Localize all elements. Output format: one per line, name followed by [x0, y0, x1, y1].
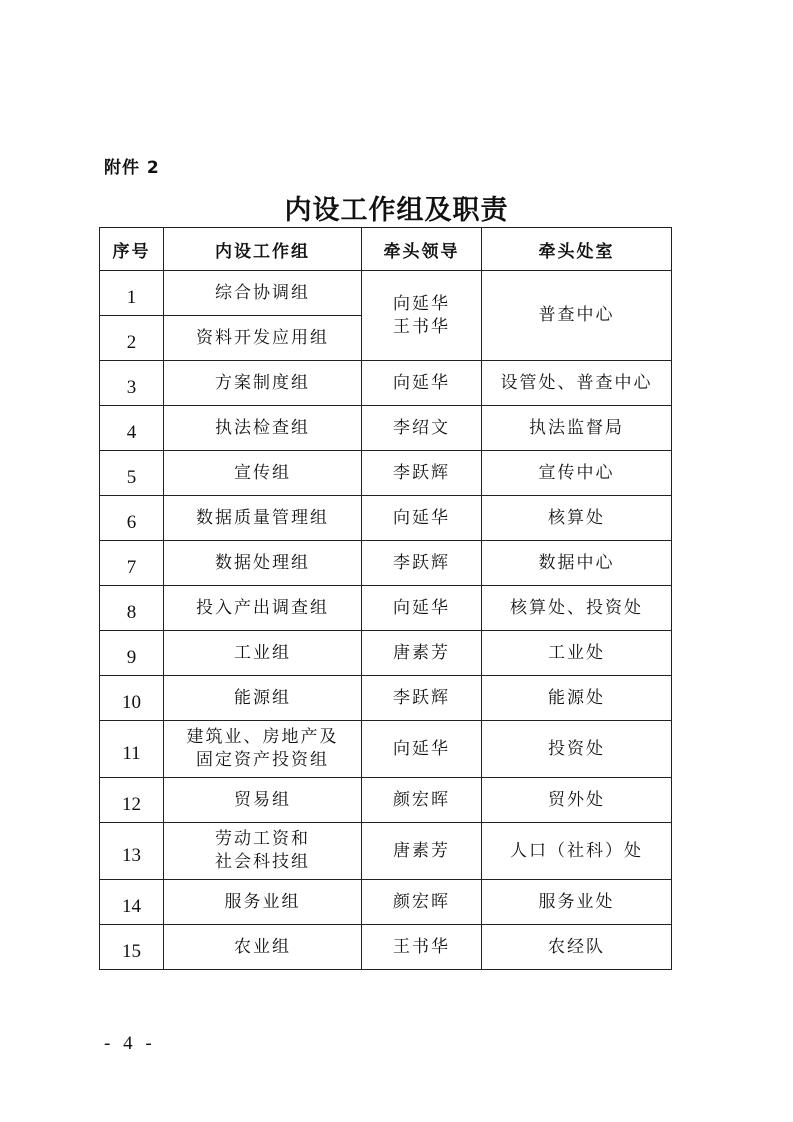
lead-office: 农经队	[482, 925, 672, 970]
lead-leader: 向延华	[362, 361, 482, 406]
work-group-name: 贸易组	[164, 778, 362, 823]
table-row	[100, 925, 672, 970]
work-group-name: 工业组	[164, 631, 362, 676]
lead-leader: 李跃辉	[362, 676, 482, 721]
work-group-name: 执法检查组	[164, 406, 362, 451]
row-number: 9	[100, 631, 164, 676]
lead-office: 贸外处	[482, 778, 672, 823]
lead-leader: 李跃辉	[362, 451, 482, 496]
row-number: 5	[100, 451, 164, 496]
lead-leader: 向延华 王书华	[362, 271, 482, 361]
lead-office: 数据中心	[482, 541, 672, 586]
row-number: 11	[100, 721, 164, 778]
table-row	[100, 586, 672, 631]
work-group-table	[99, 227, 672, 970]
lead-office: 核算处	[482, 496, 672, 541]
lead-leader: 唐素芳	[362, 631, 482, 676]
lead-leader: 王书华	[362, 925, 482, 970]
work-group-name: 劳动工资和 社会科技组	[164, 823, 362, 880]
work-group-name: 数据质量管理组	[164, 496, 362, 541]
header-lead-leader: 牵头领导	[362, 228, 482, 271]
document-title: 内设工作组及职责	[284, 195, 509, 226]
table-row	[100, 451, 672, 496]
lead-leader: 向延华	[362, 586, 482, 631]
work-group-name: 建筑业、房地产及 固定资产投资组	[164, 721, 362, 778]
work-group-name: 方案制度组	[164, 361, 362, 406]
table-header-row	[100, 228, 672, 271]
lead-office: 投资处	[482, 721, 672, 778]
header-number: 序号	[100, 228, 164, 271]
header-lead-office: 牵头处室	[482, 228, 672, 271]
row-number: 7	[100, 541, 164, 586]
table-row	[100, 823, 672, 880]
lead-office: 设管处、普查中心	[482, 361, 672, 406]
lead-office: 宣传中心	[482, 451, 672, 496]
row-number: 12	[100, 778, 164, 823]
lead-office: 普查中心	[482, 271, 672, 361]
work-group-name: 宣传组	[164, 451, 362, 496]
header-work-group: 内设工作组	[164, 228, 362, 271]
table-row	[100, 361, 672, 406]
row-number: 1	[100, 271, 164, 316]
row-number: 15	[100, 925, 164, 970]
page-number: - 4 -	[104, 1033, 156, 1054]
work-group-name: 服务业组	[164, 880, 362, 925]
table-body	[100, 271, 672, 970]
table-row	[100, 631, 672, 676]
table-row	[100, 406, 672, 451]
lead-leader: 唐素芳	[362, 823, 482, 880]
table-row	[100, 676, 672, 721]
table-row	[100, 541, 672, 586]
row-number: 14	[100, 880, 164, 925]
lead-leader: 向延华	[362, 721, 482, 778]
lead-office: 执法监督局	[482, 406, 672, 451]
row-number: 4	[100, 406, 164, 451]
lead-office: 能源处	[482, 676, 672, 721]
row-number: 6	[100, 496, 164, 541]
table-row	[100, 778, 672, 823]
row-number: 13	[100, 823, 164, 880]
lead-office: 人口（社科）处	[482, 823, 672, 880]
work-group-name: 投入产出调查组	[164, 586, 362, 631]
lead-leader: 向延华	[362, 496, 482, 541]
lead-leader: 李绍文	[362, 406, 482, 451]
lead-leader: 颜宏晖	[362, 778, 482, 823]
lead-leader: 李跃辉	[362, 541, 482, 586]
row-number: 2	[100, 316, 164, 361]
table-row	[100, 721, 672, 778]
lead-office: 服务业处	[482, 880, 672, 925]
attachment-label: 附件 2	[104, 158, 160, 178]
table-row	[100, 496, 672, 541]
work-group-name: 综合协调组	[164, 271, 362, 316]
work-group-name: 资料开发应用组	[164, 316, 362, 361]
work-group-name: 数据处理组	[164, 541, 362, 586]
row-number: 10	[100, 676, 164, 721]
work-group-name: 能源组	[164, 676, 362, 721]
lead-office: 工业处	[482, 631, 672, 676]
table-row	[100, 880, 672, 925]
work-group-name: 农业组	[164, 925, 362, 970]
row-number: 8	[100, 586, 164, 631]
row-number: 3	[100, 361, 164, 406]
lead-office: 核算处、投资处	[482, 586, 672, 631]
table-row	[100, 271, 672, 316]
lead-leader: 颜宏晖	[362, 880, 482, 925]
